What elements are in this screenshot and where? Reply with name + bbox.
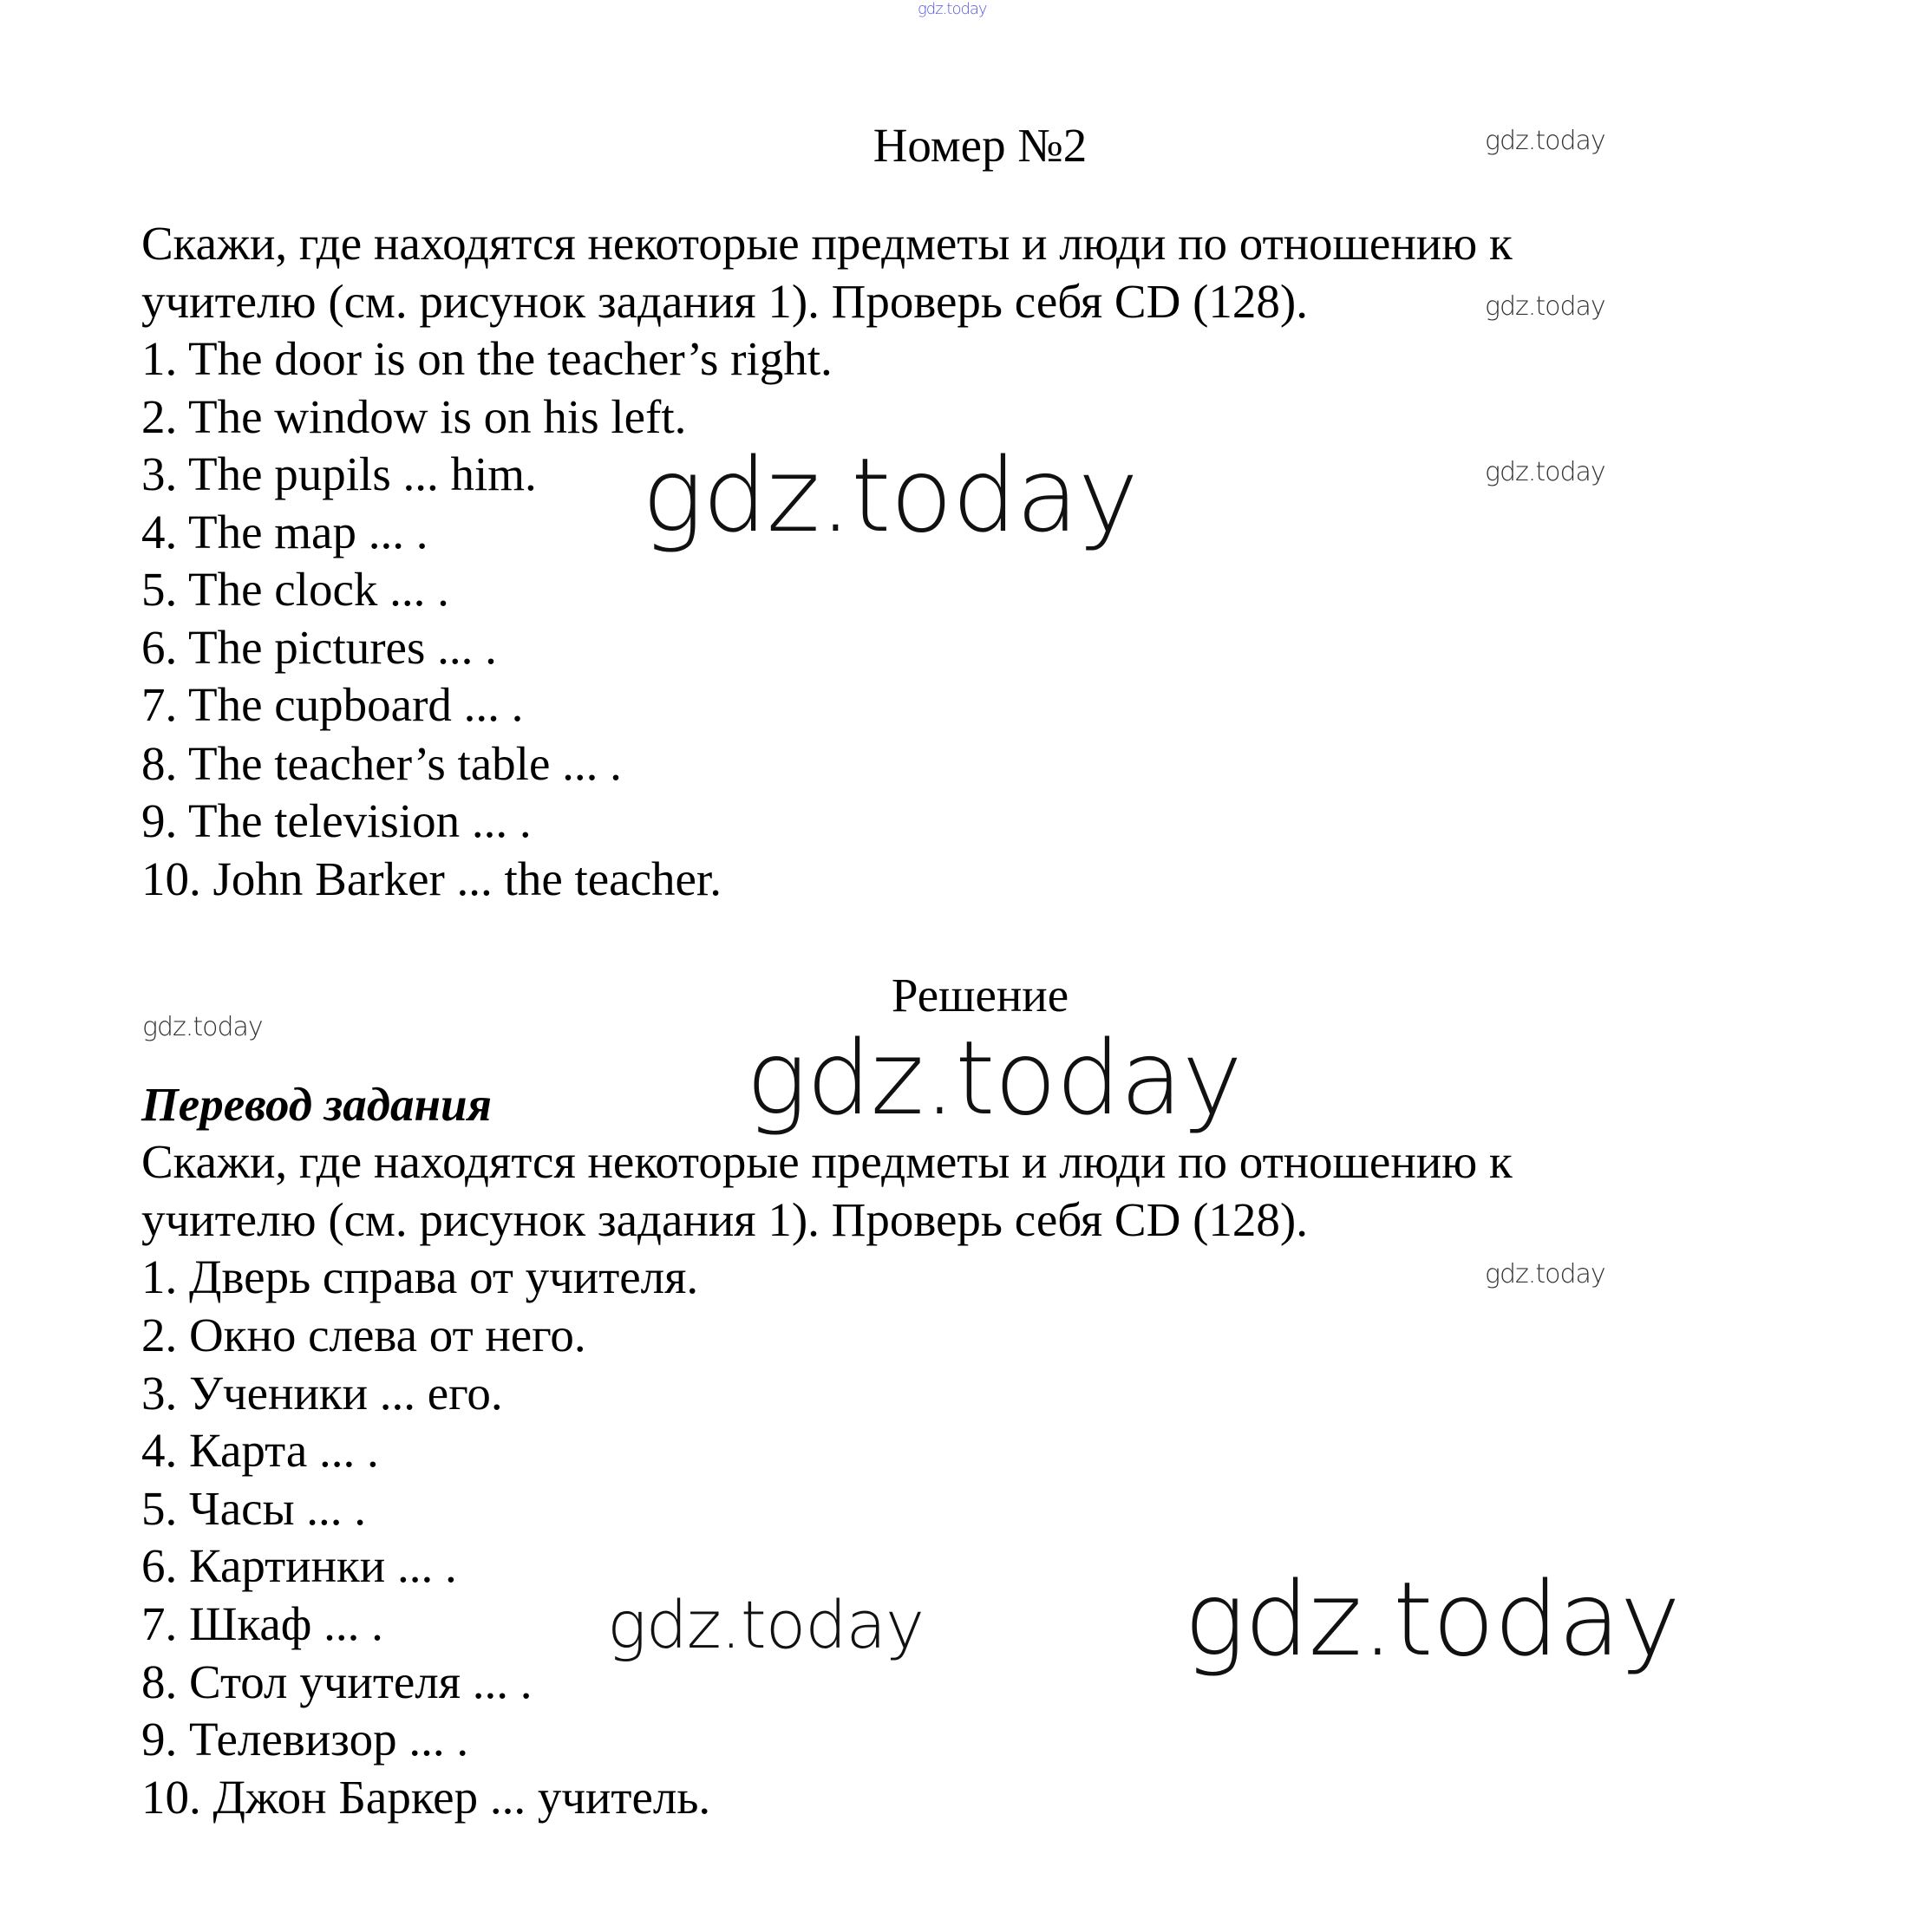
translation-heading: Перевод задания — [141, 1078, 492, 1131]
page-title: Номер №2 — [873, 119, 1088, 172]
solution-item: 6. Картинки ... . — [141, 1539, 457, 1592]
watermark: gdz.today — [746, 1018, 1242, 1138]
solution-item: 8. Стол учителя ... . — [141, 1655, 533, 1708]
solution-item: 5. Часы ... . — [141, 1482, 367, 1535]
task-item: 2. The window is on his left. — [141, 390, 687, 443]
task-intro-line: учителю (см. рисунок задания 1). Проверь себя CD (128). — [141, 275, 1308, 328]
solution-intro-line: Скажи, где находятся некоторые предметы и люди по отношению к — [141, 1135, 1513, 1188]
task-item: 1. The door is on the teacher’s right. — [141, 332, 833, 385]
watermark: gdz.today — [642, 435, 1138, 555]
watermark: gdz.today — [1485, 1259, 1605, 1289]
task-item: 8. The teacher’s table ... . — [141, 737, 622, 790]
solution-item: 7. Шкаф ... . — [141, 1597, 383, 1650]
solution-heading: Решение — [891, 969, 1069, 1021]
task-item: 3. The pupils ... him. — [141, 447, 537, 500]
watermark: gdz.today — [1184, 1559, 1680, 1679]
solution-item: 1. Дверь справа от учителя. — [141, 1250, 699, 1303]
task-item: 9. The television ... . — [141, 794, 532, 847]
task-intro-line: Скажи, где находятся некоторые предметы и люди по отношению к — [141, 217, 1513, 270]
task-item: 7. The cupboard ... . — [141, 678, 524, 731]
top-watermark: gdz.today — [918, 0, 987, 18]
watermark: gdz.today — [1485, 457, 1605, 487]
watermark: gdz.today — [1485, 126, 1605, 156]
task-item: 6. The pictures ... . — [141, 621, 497, 674]
watermark: gdz.today — [607, 1586, 924, 1663]
solution-intro-line: учителю (см. рисунок задания 1). Проверь себя CD (128). — [141, 1193, 1308, 1246]
solution-item: 10. Джон Баркер ... учитель. — [141, 1771, 711, 1824]
solution-item: 2. Окно слева от него. — [141, 1309, 586, 1361]
watermark: gdz.today — [1485, 291, 1605, 322]
task-item: 10. John Barker ... the teacher. — [141, 852, 722, 905]
task-item: 4. The map ... . — [141, 506, 428, 558]
solution-item: 3. Ученики ... его. — [141, 1367, 503, 1420]
task-item: 5. The clock ... . — [141, 563, 449, 616]
solution-item: 4. Карта ... . — [141, 1424, 379, 1477]
watermark: gdz.today — [142, 1012, 263, 1042]
solution-item: 9. Телевизор ... . — [141, 1713, 469, 1766]
